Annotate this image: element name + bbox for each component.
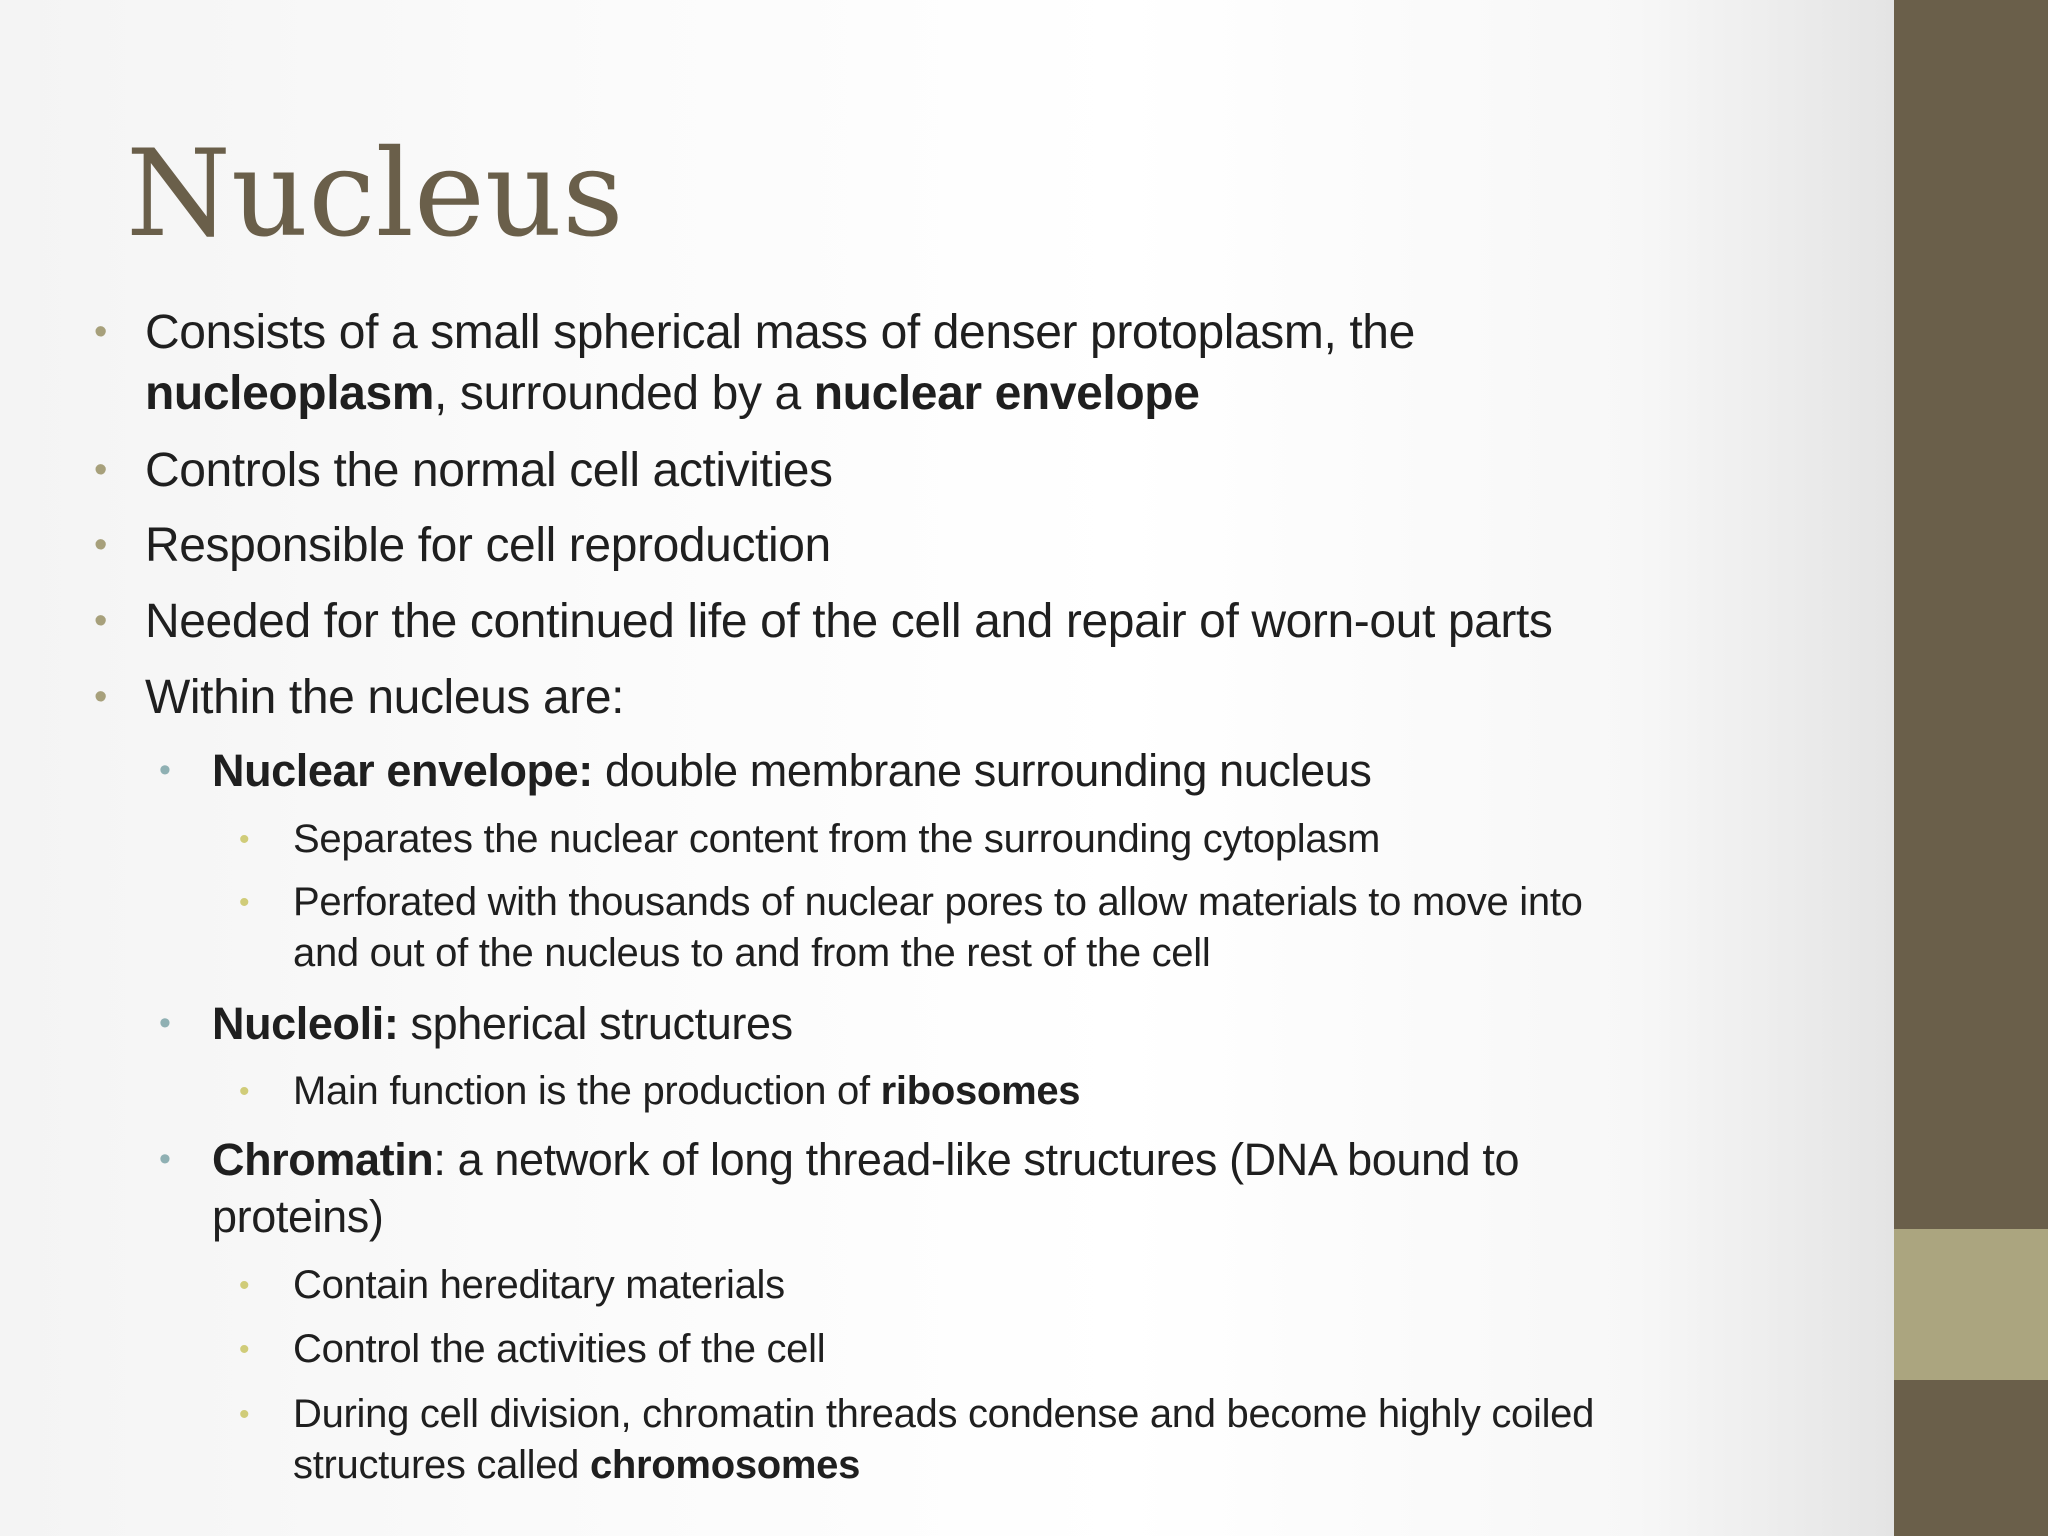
bullet-dot: • bbox=[239, 886, 250, 919]
subsubbullet-ribosomes bbox=[239, 1066, 1081, 1117]
bullet-dot: • bbox=[94, 600, 107, 642]
bullet-text: : a network of long thread-like structures (DNA bound to bbox=[433, 1134, 1520, 1185]
bullet-text: Separates the nuclear content from the surrounding cytoplasm bbox=[293, 817, 1381, 861]
bullet-text: Consists of a small spherical mass of denser protoplasm, the bbox=[145, 306, 1415, 359]
bullet-dot: • bbox=[239, 1075, 250, 1108]
bullet-text: Control the activities of the cell bbox=[293, 1327, 826, 1371]
right-sidebar-bar bbox=[1894, 0, 2048, 1536]
bullet-dot: • bbox=[94, 524, 107, 566]
bullet-reproduction bbox=[94, 515, 831, 576]
subbullet-chromatin bbox=[159, 1131, 1520, 1245]
bullet-dot: • bbox=[159, 1140, 171, 1178]
bullet-text: Perforated with thousands of nuclear pores to allow materials to move into bbox=[293, 880, 1583, 924]
bullet-dot: • bbox=[94, 449, 107, 491]
bullet-text: Responsible for cell reproduction bbox=[145, 519, 831, 572]
bullet-dot: • bbox=[239, 1333, 250, 1366]
bold-term-chromosomes: chromosomes bbox=[589, 1443, 861, 1487]
subsubbullet-separates-content bbox=[239, 814, 1381, 865]
bullet-dot: • bbox=[239, 823, 250, 856]
subsubbullet-chromosomes bbox=[239, 1389, 1595, 1491]
bullet-text: Controls the normal cell activities bbox=[145, 444, 833, 497]
subsubbullet-control-activities bbox=[239, 1324, 826, 1375]
bullet-text: spherical structures bbox=[398, 998, 793, 1049]
subbullet-nuclear-envelope bbox=[159, 742, 1372, 799]
bold-term-nuclear-envelope: nuclear envelope bbox=[813, 367, 1200, 420]
bullet-dot: • bbox=[159, 1004, 171, 1042]
bullet-text: During cell division, chromatin threads condense and become highly coiled bbox=[293, 1392, 1595, 1436]
bullet-text: , surrounded by a bbox=[434, 367, 814, 420]
subsubbullet-nuclear-pores bbox=[239, 877, 1583, 979]
bold-term-nucleoplasm: nucleoplasm bbox=[145, 367, 435, 420]
bullet-text: proteins) bbox=[212, 1191, 384, 1242]
slide-title: Nucleus bbox=[126, 125, 624, 264]
bullet-dot: • bbox=[239, 1269, 250, 1302]
bold-term: Chromatin bbox=[212, 1134, 434, 1185]
bullet-text: and out of the nucleus to and from the rest of the cell bbox=[293, 931, 1211, 975]
bullet-dot: • bbox=[94, 676, 107, 718]
bullet-dot: • bbox=[94, 311, 107, 353]
bold-term: Nuclear envelope: bbox=[212, 745, 593, 796]
bold-term: Nucleoli: bbox=[212, 998, 399, 1049]
bullet-text: Needed for the continued life of the cell and repair of worn-out parts bbox=[145, 595, 1553, 648]
bullet-text: Within the nucleus are: bbox=[145, 671, 625, 724]
bullet-text: double membrane surrounding nucleus bbox=[592, 745, 1372, 796]
bullet-dot: • bbox=[159, 751, 171, 789]
bullet-continued-life bbox=[94, 591, 1553, 652]
subsubbullet-hereditary bbox=[239, 1260, 785, 1311]
bullet-text: Main function is the production of bbox=[293, 1069, 881, 1113]
bold-term-ribosomes: ribosomes bbox=[880, 1069, 1081, 1113]
bullet-controls-activities bbox=[94, 440, 833, 501]
bullet-within-nucleus bbox=[94, 667, 625, 728]
sidebar-accent-block bbox=[1894, 1229, 2048, 1380]
subbullet-nucleoli bbox=[159, 995, 793, 1052]
bullet-nucleus-composition bbox=[94, 302, 1415, 424]
bullet-text: Contain hereditary materials bbox=[293, 1263, 785, 1307]
bullet-text: structures called bbox=[293, 1443, 590, 1487]
bullet-dot: • bbox=[239, 1398, 250, 1431]
